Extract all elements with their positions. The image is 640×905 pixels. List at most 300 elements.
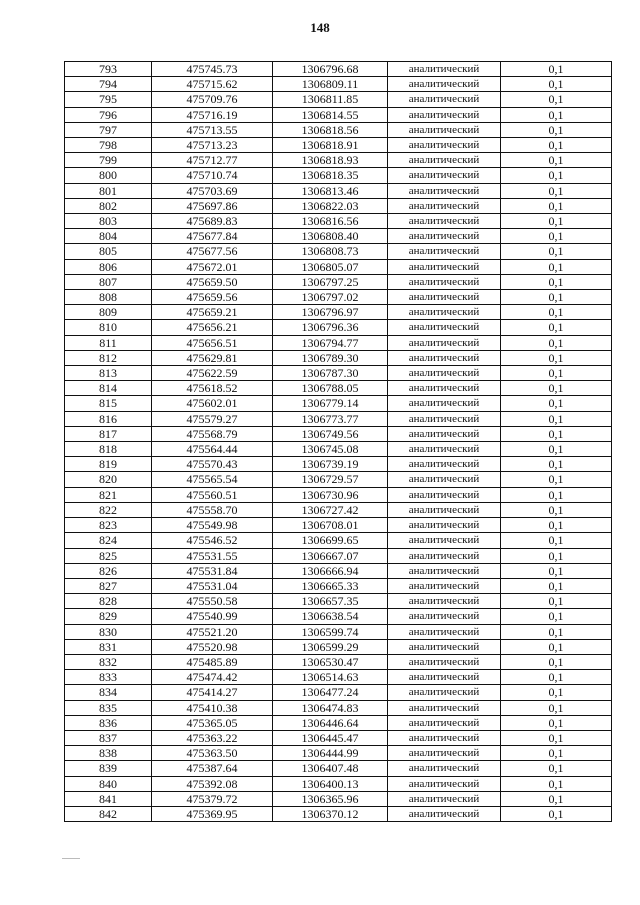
- point-number-cell: 834: [65, 685, 152, 700]
- method-cell: аналитический: [388, 274, 501, 289]
- point-number-cell: 830: [65, 624, 152, 639]
- method-cell: аналитический: [388, 639, 501, 654]
- x-coordinate-cell: 475716.19: [152, 107, 273, 122]
- x-coordinate-cell: 475710.74: [152, 168, 273, 183]
- method-cell: аналитический: [388, 761, 501, 776]
- y-coordinate-cell: 1306813.46: [273, 183, 388, 198]
- accuracy-cell: 0,1: [501, 518, 612, 533]
- coordinates-table-body: [65, 62, 612, 822]
- accuracy-cell: 0,1: [501, 335, 612, 350]
- table-row: [65, 366, 612, 381]
- coordinates-table: [64, 61, 612, 822]
- x-coordinate-cell: 475656.21: [152, 320, 273, 335]
- table-row: [65, 700, 612, 715]
- table-row: [65, 92, 612, 107]
- point-number-cell: 794: [65, 77, 152, 92]
- y-coordinate-cell: 1306477.24: [273, 685, 388, 700]
- table-row: [65, 290, 612, 305]
- method-cell: аналитический: [388, 578, 501, 593]
- table-row: [65, 411, 612, 426]
- method-cell: аналитический: [388, 335, 501, 350]
- x-coordinate-cell: 475602.01: [152, 396, 273, 411]
- accuracy-cell: 0,1: [501, 183, 612, 198]
- accuracy-cell: 0,1: [501, 305, 612, 320]
- method-cell: аналитический: [388, 320, 501, 335]
- x-coordinate-cell: 475629.81: [152, 350, 273, 365]
- table-row: [65, 229, 612, 244]
- table-row: [65, 107, 612, 122]
- y-coordinate-cell: 1306797.25: [273, 274, 388, 289]
- method-cell: аналитический: [388, 518, 501, 533]
- table-row: [65, 563, 612, 578]
- point-number-cell: 837: [65, 730, 152, 745]
- method-cell: аналитический: [388, 122, 501, 137]
- table-row: [65, 654, 612, 669]
- point-number-cell: 838: [65, 746, 152, 761]
- x-coordinate-cell: 475387.64: [152, 761, 273, 776]
- x-coordinate-cell: 475568.79: [152, 426, 273, 441]
- table-row: [65, 806, 612, 821]
- table-row: [65, 472, 612, 487]
- point-number-cell: 818: [65, 442, 152, 457]
- point-number-cell: 839: [65, 761, 152, 776]
- x-coordinate-cell: 475414.27: [152, 685, 273, 700]
- point-number-cell: 833: [65, 670, 152, 685]
- x-coordinate-cell: 475363.50: [152, 746, 273, 761]
- y-coordinate-cell: 1306666.94: [273, 563, 388, 578]
- accuracy-cell: 0,1: [501, 776, 612, 791]
- table-row: [65, 761, 612, 776]
- y-coordinate-cell: 1306797.02: [273, 290, 388, 305]
- method-cell: аналитический: [388, 183, 501, 198]
- table-row: [65, 244, 612, 259]
- point-number-cell: 796: [65, 107, 152, 122]
- accuracy-cell: 0,1: [501, 700, 612, 715]
- accuracy-cell: 0,1: [501, 168, 612, 183]
- accuracy-cell: 0,1: [501, 198, 612, 213]
- point-number-cell: 835: [65, 700, 152, 715]
- table-row: [65, 548, 612, 563]
- y-coordinate-cell: 1306445.47: [273, 730, 388, 745]
- point-number-cell: 804: [65, 229, 152, 244]
- point-number-cell: 797: [65, 122, 152, 137]
- table-row: [65, 609, 612, 624]
- x-coordinate-cell: 475565.54: [152, 472, 273, 487]
- point-number-cell: 805: [65, 244, 152, 259]
- accuracy-cell: 0,1: [501, 259, 612, 274]
- accuracy-cell: 0,1: [501, 62, 612, 77]
- y-coordinate-cell: 1306808.73: [273, 244, 388, 259]
- method-cell: аналитический: [388, 806, 501, 821]
- table-row: [65, 305, 612, 320]
- point-number-cell: 831: [65, 639, 152, 654]
- accuracy-cell: 0,1: [501, 487, 612, 502]
- y-coordinate-cell: 1306773.77: [273, 411, 388, 426]
- y-coordinate-cell: 1306822.03: [273, 198, 388, 213]
- table-row: [65, 594, 612, 609]
- x-coordinate-cell: 475531.55: [152, 548, 273, 563]
- point-number-cell: 812: [65, 350, 152, 365]
- x-coordinate-cell: 475659.21: [152, 305, 273, 320]
- table-row: [65, 518, 612, 533]
- method-cell: аналитический: [388, 198, 501, 213]
- method-cell: аналитический: [388, 350, 501, 365]
- x-coordinate-cell: 475474.42: [152, 670, 273, 685]
- x-coordinate-cell: 475485.89: [152, 654, 273, 669]
- point-number-cell: 825: [65, 548, 152, 563]
- accuracy-cell: 0,1: [501, 806, 612, 821]
- y-coordinate-cell: 1306514.63: [273, 670, 388, 685]
- method-cell: аналитический: [388, 426, 501, 441]
- x-coordinate-cell: 475558.70: [152, 502, 273, 517]
- point-number-cell: 842: [65, 806, 152, 821]
- accuracy-cell: 0,1: [501, 107, 612, 122]
- method-cell: аналитический: [388, 472, 501, 487]
- accuracy-cell: 0,1: [501, 715, 612, 730]
- x-coordinate-cell: 475713.23: [152, 138, 273, 153]
- y-coordinate-cell: 1306400.13: [273, 776, 388, 791]
- point-number-cell: 827: [65, 578, 152, 593]
- accuracy-cell: 0,1: [501, 654, 612, 669]
- method-cell: аналитический: [388, 305, 501, 320]
- x-coordinate-cell: 475677.84: [152, 229, 273, 244]
- method-cell: аналитический: [388, 457, 501, 472]
- y-coordinate-cell: 1306407.48: [273, 761, 388, 776]
- accuracy-cell: 0,1: [501, 381, 612, 396]
- point-number-cell: 822: [65, 502, 152, 517]
- method-cell: аналитический: [388, 654, 501, 669]
- accuracy-cell: 0,1: [501, 791, 612, 806]
- table-row: [65, 62, 612, 77]
- accuracy-cell: 0,1: [501, 244, 612, 259]
- accuracy-cell: 0,1: [501, 609, 612, 624]
- accuracy-cell: 0,1: [501, 594, 612, 609]
- method-cell: аналитический: [388, 92, 501, 107]
- point-number-cell: 810: [65, 320, 152, 335]
- accuracy-cell: 0,1: [501, 350, 612, 365]
- table-row: [65, 502, 612, 517]
- x-coordinate-cell: 475520.98: [152, 639, 273, 654]
- accuracy-cell: 0,1: [501, 214, 612, 229]
- accuracy-cell: 0,1: [501, 396, 612, 411]
- y-coordinate-cell: 1306818.93: [273, 153, 388, 168]
- accuracy-cell: 0,1: [501, 548, 612, 563]
- point-number-cell: 813: [65, 366, 152, 381]
- method-cell: аналитический: [388, 609, 501, 624]
- table-row: [65, 639, 612, 654]
- method-cell: аналитический: [388, 502, 501, 517]
- accuracy-cell: 0,1: [501, 457, 612, 472]
- accuracy-cell: 0,1: [501, 366, 612, 381]
- y-coordinate-cell: 1306708.01: [273, 518, 388, 533]
- method-cell: аналитический: [388, 670, 501, 685]
- x-coordinate-cell: 475697.86: [152, 198, 273, 213]
- table-row: [65, 578, 612, 593]
- y-coordinate-cell: 1306818.56: [273, 122, 388, 137]
- x-coordinate-cell: 475363.22: [152, 730, 273, 745]
- page-number: 148: [310, 20, 330, 35]
- y-coordinate-cell: 1306599.29: [273, 639, 388, 654]
- point-number-cell: 806: [65, 259, 152, 274]
- method-cell: аналитический: [388, 746, 501, 761]
- x-coordinate-cell: 475659.56: [152, 290, 273, 305]
- table-row: [65, 77, 612, 92]
- method-cell: аналитический: [388, 700, 501, 715]
- scan-mark: [62, 858, 80, 859]
- x-coordinate-cell: 475659.50: [152, 274, 273, 289]
- x-coordinate-cell: 475712.77: [152, 153, 273, 168]
- table-row: [65, 776, 612, 791]
- method-cell: аналитический: [388, 107, 501, 122]
- x-coordinate-cell: 475564.44: [152, 442, 273, 457]
- point-number-cell: 820: [65, 472, 152, 487]
- accuracy-cell: 0,1: [501, 502, 612, 517]
- method-cell: аналитический: [388, 381, 501, 396]
- point-number-cell: 823: [65, 518, 152, 533]
- method-cell: аналитический: [388, 214, 501, 229]
- table-row: [65, 335, 612, 350]
- point-number-cell: 826: [65, 563, 152, 578]
- point-number-cell: 811: [65, 335, 152, 350]
- method-cell: аналитический: [388, 594, 501, 609]
- y-coordinate-cell: 1306474.83: [273, 700, 388, 715]
- method-cell: аналитический: [388, 776, 501, 791]
- x-coordinate-cell: 475677.56: [152, 244, 273, 259]
- y-coordinate-cell: 1306794.77: [273, 335, 388, 350]
- table-row: [65, 746, 612, 761]
- x-coordinate-cell: 475549.98: [152, 518, 273, 533]
- accuracy-cell: 0,1: [501, 77, 612, 92]
- method-cell: аналитический: [388, 153, 501, 168]
- table-row: [65, 381, 612, 396]
- method-cell: аналитический: [388, 563, 501, 578]
- table-row: [65, 168, 612, 183]
- y-coordinate-cell: 1306811.85: [273, 92, 388, 107]
- table-row: [65, 533, 612, 548]
- x-coordinate-cell: 475689.83: [152, 214, 273, 229]
- point-number-cell: 809: [65, 305, 152, 320]
- x-coordinate-cell: 475745.73: [152, 62, 273, 77]
- point-number-cell: 795: [65, 92, 152, 107]
- table-row: [65, 791, 612, 806]
- table-row: [65, 715, 612, 730]
- x-coordinate-cell: 475369.95: [152, 806, 273, 821]
- method-cell: аналитический: [388, 138, 501, 153]
- y-coordinate-cell: 1306365.96: [273, 791, 388, 806]
- y-coordinate-cell: 1306730.96: [273, 487, 388, 502]
- x-coordinate-cell: 475618.52: [152, 381, 273, 396]
- x-coordinate-cell: 475531.04: [152, 578, 273, 593]
- point-number-cell: 816: [65, 411, 152, 426]
- point-number-cell: 824: [65, 533, 152, 548]
- y-coordinate-cell: 1306796.97: [273, 305, 388, 320]
- accuracy-cell: 0,1: [501, 670, 612, 685]
- y-coordinate-cell: 1306749.56: [273, 426, 388, 441]
- y-coordinate-cell: 1306789.30: [273, 350, 388, 365]
- x-coordinate-cell: 475579.27: [152, 411, 273, 426]
- table-row: [65, 442, 612, 457]
- x-coordinate-cell: 475570.43: [152, 457, 273, 472]
- table-row: [65, 153, 612, 168]
- x-coordinate-cell: 475521.20: [152, 624, 273, 639]
- method-cell: аналитический: [388, 229, 501, 244]
- x-coordinate-cell: 475550.58: [152, 594, 273, 609]
- method-cell: аналитический: [388, 290, 501, 305]
- point-number-cell: 841: [65, 791, 152, 806]
- point-number-cell: 832: [65, 654, 152, 669]
- table-row: [65, 457, 612, 472]
- x-coordinate-cell: 475713.55: [152, 122, 273, 137]
- method-cell: аналитический: [388, 685, 501, 700]
- y-coordinate-cell: 1306818.91: [273, 138, 388, 153]
- y-coordinate-cell: 1306727.42: [273, 502, 388, 517]
- point-number-cell: 829: [65, 609, 152, 624]
- method-cell: аналитический: [388, 624, 501, 639]
- table-row: [65, 350, 612, 365]
- point-number-cell: 799: [65, 153, 152, 168]
- y-coordinate-cell: 1306729.57: [273, 472, 388, 487]
- y-coordinate-cell: 1306805.07: [273, 259, 388, 274]
- accuracy-cell: 0,1: [501, 411, 612, 426]
- point-number-cell: 807: [65, 274, 152, 289]
- accuracy-cell: 0,1: [501, 761, 612, 776]
- point-number-cell: 821: [65, 487, 152, 502]
- y-coordinate-cell: 1306816.56: [273, 214, 388, 229]
- point-number-cell: 828: [65, 594, 152, 609]
- y-coordinate-cell: 1306699.65: [273, 533, 388, 548]
- accuracy-cell: 0,1: [501, 274, 612, 289]
- table-row: [65, 730, 612, 745]
- y-coordinate-cell: 1306808.40: [273, 229, 388, 244]
- y-coordinate-cell: 1306818.35: [273, 168, 388, 183]
- x-coordinate-cell: 475546.52: [152, 533, 273, 548]
- accuracy-cell: 0,1: [501, 685, 612, 700]
- y-coordinate-cell: 1306599.74: [273, 624, 388, 639]
- x-coordinate-cell: 475656.51: [152, 335, 273, 350]
- x-coordinate-cell: 475672.01: [152, 259, 273, 274]
- method-cell: аналитический: [388, 168, 501, 183]
- y-coordinate-cell: 1306787.30: [273, 366, 388, 381]
- y-coordinate-cell: 1306796.68: [273, 62, 388, 77]
- y-coordinate-cell: 1306745.08: [273, 442, 388, 457]
- accuracy-cell: 0,1: [501, 442, 612, 457]
- table-row: [65, 122, 612, 137]
- y-coordinate-cell: 1306667.07: [273, 548, 388, 563]
- x-coordinate-cell: 475560.51: [152, 487, 273, 502]
- y-coordinate-cell: 1306657.35: [273, 594, 388, 609]
- table-row: [65, 426, 612, 441]
- point-number-cell: 840: [65, 776, 152, 791]
- method-cell: аналитический: [388, 548, 501, 563]
- method-cell: аналитический: [388, 791, 501, 806]
- point-number-cell: 802: [65, 198, 152, 213]
- accuracy-cell: 0,1: [501, 563, 612, 578]
- y-coordinate-cell: 1306814.55: [273, 107, 388, 122]
- method-cell: аналитический: [388, 730, 501, 745]
- x-coordinate-cell: 475531.84: [152, 563, 273, 578]
- table-row: [65, 259, 612, 274]
- point-number-cell: 836: [65, 715, 152, 730]
- method-cell: аналитический: [388, 533, 501, 548]
- x-coordinate-cell: 475392.08: [152, 776, 273, 791]
- point-number-cell: 801: [65, 183, 152, 198]
- x-coordinate-cell: 475365.05: [152, 715, 273, 730]
- table-row: [65, 198, 612, 213]
- method-cell: аналитический: [388, 77, 501, 92]
- x-coordinate-cell: 475709.76: [152, 92, 273, 107]
- accuracy-cell: 0,1: [501, 138, 612, 153]
- accuracy-cell: 0,1: [501, 639, 612, 654]
- table-row: [65, 320, 612, 335]
- method-cell: аналитический: [388, 244, 501, 259]
- y-coordinate-cell: 1306530.47: [273, 654, 388, 669]
- accuracy-cell: 0,1: [501, 122, 612, 137]
- x-coordinate-cell: 475540.99: [152, 609, 273, 624]
- y-coordinate-cell: 1306809.11: [273, 77, 388, 92]
- x-coordinate-cell: 475622.59: [152, 366, 273, 381]
- accuracy-cell: 0,1: [501, 624, 612, 639]
- method-cell: аналитический: [388, 396, 501, 411]
- y-coordinate-cell: 1306739.19: [273, 457, 388, 472]
- x-coordinate-cell: 475379.72: [152, 791, 273, 806]
- accuracy-cell: 0,1: [501, 153, 612, 168]
- point-number-cell: 814: [65, 381, 152, 396]
- y-coordinate-cell: 1306665.33: [273, 578, 388, 593]
- table-row: [65, 214, 612, 229]
- point-number-cell: 819: [65, 457, 152, 472]
- table-row: [65, 183, 612, 198]
- point-number-cell: 793: [65, 62, 152, 77]
- accuracy-cell: 0,1: [501, 426, 612, 441]
- table-row: [65, 274, 612, 289]
- accuracy-cell: 0,1: [501, 290, 612, 305]
- accuracy-cell: 0,1: [501, 533, 612, 548]
- accuracy-cell: 0,1: [501, 730, 612, 745]
- method-cell: аналитический: [388, 411, 501, 426]
- accuracy-cell: 0,1: [501, 92, 612, 107]
- method-cell: аналитический: [388, 62, 501, 77]
- table-row: [65, 487, 612, 502]
- point-number-cell: 803: [65, 214, 152, 229]
- x-coordinate-cell: 475703.69: [152, 183, 273, 198]
- y-coordinate-cell: 1306446.64: [273, 715, 388, 730]
- y-coordinate-cell: 1306638.54: [273, 609, 388, 624]
- y-coordinate-cell: 1306779.14: [273, 396, 388, 411]
- y-coordinate-cell: 1306370.12: [273, 806, 388, 821]
- point-number-cell: 808: [65, 290, 152, 305]
- accuracy-cell: 0,1: [501, 578, 612, 593]
- accuracy-cell: 0,1: [501, 472, 612, 487]
- point-number-cell: 800: [65, 168, 152, 183]
- point-number-cell: 817: [65, 426, 152, 441]
- y-coordinate-cell: 1306788.05: [273, 381, 388, 396]
- method-cell: аналитический: [388, 442, 501, 457]
- accuracy-cell: 0,1: [501, 746, 612, 761]
- table-row: [65, 396, 612, 411]
- table-row: [65, 624, 612, 639]
- x-coordinate-cell: 475715.62: [152, 77, 273, 92]
- method-cell: аналитический: [388, 366, 501, 381]
- y-coordinate-cell: 1306444.99: [273, 746, 388, 761]
- x-coordinate-cell: 475410.38: [152, 700, 273, 715]
- table-row: [65, 138, 612, 153]
- point-number-cell: 815: [65, 396, 152, 411]
- accuracy-cell: 0,1: [501, 320, 612, 335]
- point-number-cell: 798: [65, 138, 152, 153]
- accuracy-cell: 0,1: [501, 229, 612, 244]
- table-row: [65, 670, 612, 685]
- table-row: [65, 685, 612, 700]
